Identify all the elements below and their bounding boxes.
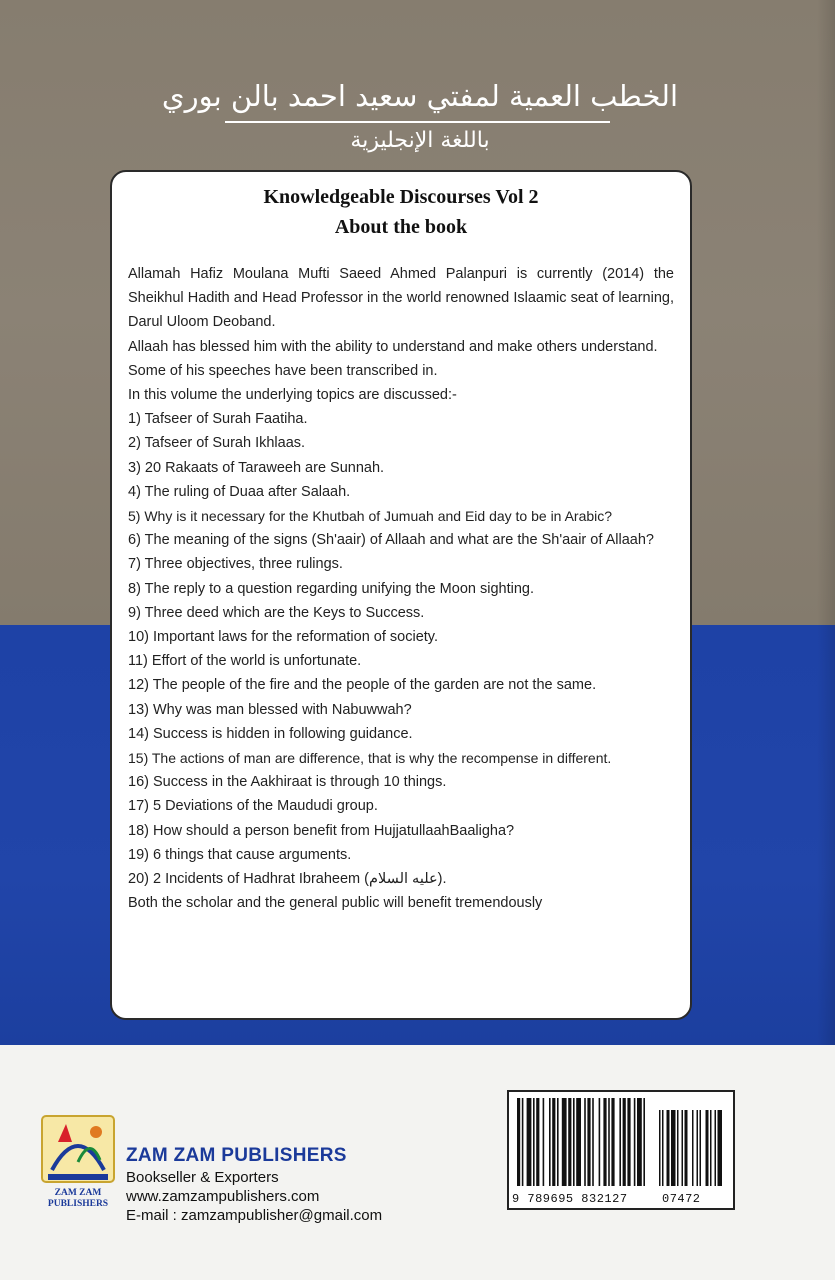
topic-item: 15) The actions of man are difference, that is why the recompense in different. xyxy=(128,750,612,767)
topic-item: 7) Three objectives, three rulings. xyxy=(128,556,343,573)
arabic-subtitle: باللغة الإنجليزية xyxy=(350,128,490,153)
barcode-addon-bar xyxy=(677,1110,679,1186)
barcode-bar xyxy=(562,1098,567,1186)
barcode-bar xyxy=(543,1098,545,1186)
barcode-addon-bar xyxy=(685,1110,688,1186)
topic-item: 3) 20 Rakaats of Taraweeh are Sunnah. xyxy=(128,459,385,476)
barcode-bar xyxy=(637,1098,642,1186)
barcode-bar xyxy=(619,1098,621,1186)
addon-digits: 07472 xyxy=(662,1192,701,1206)
publisher-tagline: Bookseller & Exporters xyxy=(126,1169,279,1186)
topic-item: 9) Three deed which are the Keys to Success. xyxy=(128,604,425,621)
barcode-addon-bar xyxy=(715,1110,717,1186)
barcode-addon-bar xyxy=(700,1110,702,1186)
barcode-addon-bar xyxy=(662,1110,664,1186)
barcode-bar xyxy=(627,1098,630,1186)
barcode-bar xyxy=(533,1098,535,1186)
isbn-digits: 9 789695 832127 xyxy=(512,1192,628,1206)
barcode-addon-bar xyxy=(710,1110,712,1186)
card-body xyxy=(128,262,674,915)
topic-item: 16) Success in the Aakhiraat is through 10 things. xyxy=(128,774,447,791)
publisher-logo xyxy=(38,1112,118,1222)
barcode-addon-bar xyxy=(659,1110,661,1186)
barcode-addon-bar xyxy=(667,1110,670,1186)
intro-paragraph: Allamah Hafiz Moulana Mufti Saeed Ahmed Palanpuri is currently (2014) the Sheikhul Hadith and Head Professor in the world renowned Islaamic seat of learning, Darul Uloom Deoband. xyxy=(128,266,674,331)
topic-item: 8) The reply to a question regarding unifying the Moon sighting. xyxy=(128,580,534,597)
barcode-bar xyxy=(584,1098,586,1186)
barcode-addon-bar xyxy=(697,1110,699,1186)
intro-paragraph: In this volume the underlying topics are discussed:- xyxy=(128,387,457,404)
closing-line: Both the scholar and the general public will benefit tremendously xyxy=(128,895,543,912)
publisher-website[interactable]: www.zamzampublishers.com xyxy=(126,1188,320,1205)
about-card xyxy=(110,170,692,1020)
barcode-addon-bar xyxy=(706,1110,709,1186)
barcode-bar xyxy=(568,1098,571,1186)
intro-paragraph: Some of his speeches have been transcribed in. xyxy=(128,362,438,379)
book-title: Knowledgeable Discourses Vol 2 xyxy=(263,186,539,208)
barcode-addon-bar xyxy=(692,1110,694,1186)
topic-item: 4) The ruling of Duaa after Salaah. xyxy=(128,483,351,500)
barcode-bar xyxy=(611,1098,614,1186)
topic-item: 13) Why was man blessed with Nabuwwah? xyxy=(128,701,412,718)
topic-item: 5) Why is it necessary for the Khutbah of Jumuah and Eid day to be in Arabic? xyxy=(128,508,613,525)
barcode-icon xyxy=(509,1092,733,1192)
barcode-bar xyxy=(522,1098,524,1186)
barcode-bar xyxy=(608,1098,610,1186)
barcode-bar xyxy=(592,1098,594,1186)
barcode-bar xyxy=(623,1098,626,1186)
about-heading: About the book xyxy=(334,216,468,238)
barcode-addon-bar xyxy=(682,1110,684,1186)
logo-caption: ZAM ZAM PUBLISHERS xyxy=(47,1188,109,1209)
barcode-bar xyxy=(552,1098,555,1186)
topic-item: 14) Success is hidden in following guidance. xyxy=(128,725,413,742)
barcode-bar xyxy=(587,1098,590,1186)
barcode-bar xyxy=(634,1098,636,1186)
publisher-email[interactable]: E-mail : zamzampublisher@gmail.com xyxy=(126,1207,383,1224)
barcode-bar xyxy=(643,1098,645,1186)
barcode-bar xyxy=(536,1098,539,1186)
barcode-bar xyxy=(517,1098,520,1186)
intro-paragraph: Allaah has blessed him with the ability to understand and make others understand. xyxy=(128,338,658,355)
barcode-addon-bar xyxy=(671,1110,676,1186)
barcode-bar xyxy=(603,1098,606,1186)
topic-item: 17) 5 Deviations of the Maududi group. xyxy=(128,798,378,815)
barcode-addon-bar xyxy=(718,1110,723,1186)
barcode-bar xyxy=(573,1098,575,1186)
barcode-digits xyxy=(512,1192,732,1206)
topic-item: 20) 2 Incidents of Hadhrat Ibraheem (عليه السلام). xyxy=(128,871,447,888)
topic-item: 18) How should a person benefit from HujjatullaahBaaligha? xyxy=(128,822,515,839)
barcode-bar xyxy=(599,1098,601,1186)
topic-item: 6) The meaning of the signs (Sh'aair) of Allaah and what are the Sh'aair of Allaah? xyxy=(128,532,654,549)
topic-item: 19) 6 things that cause arguments. xyxy=(128,846,352,863)
topic-item: 11) Effort of the world is unfortunate. xyxy=(128,653,362,670)
barcode-bar xyxy=(527,1098,532,1186)
topic-item: 2) Tafseer of Surah Ikhlaas. xyxy=(128,435,306,452)
topic-item: 10) Important laws for the reformation of society. xyxy=(128,629,439,646)
topic-item: 1) Tafseer of Surah Faatiha. xyxy=(128,411,308,428)
barcode-bar xyxy=(576,1098,581,1186)
barcode-bar xyxy=(557,1098,559,1186)
topic-item: 12) The people of the fire and the people of the garden are not the same. xyxy=(128,677,597,694)
spine-shadow xyxy=(817,0,835,1045)
arabic-title: الخطب العمية لمفتي سعيد احمد بالن بوري xyxy=(161,79,679,113)
barcode-bar xyxy=(549,1098,551,1186)
publisher-name: ZAM ZAM PUBLISHERS xyxy=(126,1145,347,1166)
